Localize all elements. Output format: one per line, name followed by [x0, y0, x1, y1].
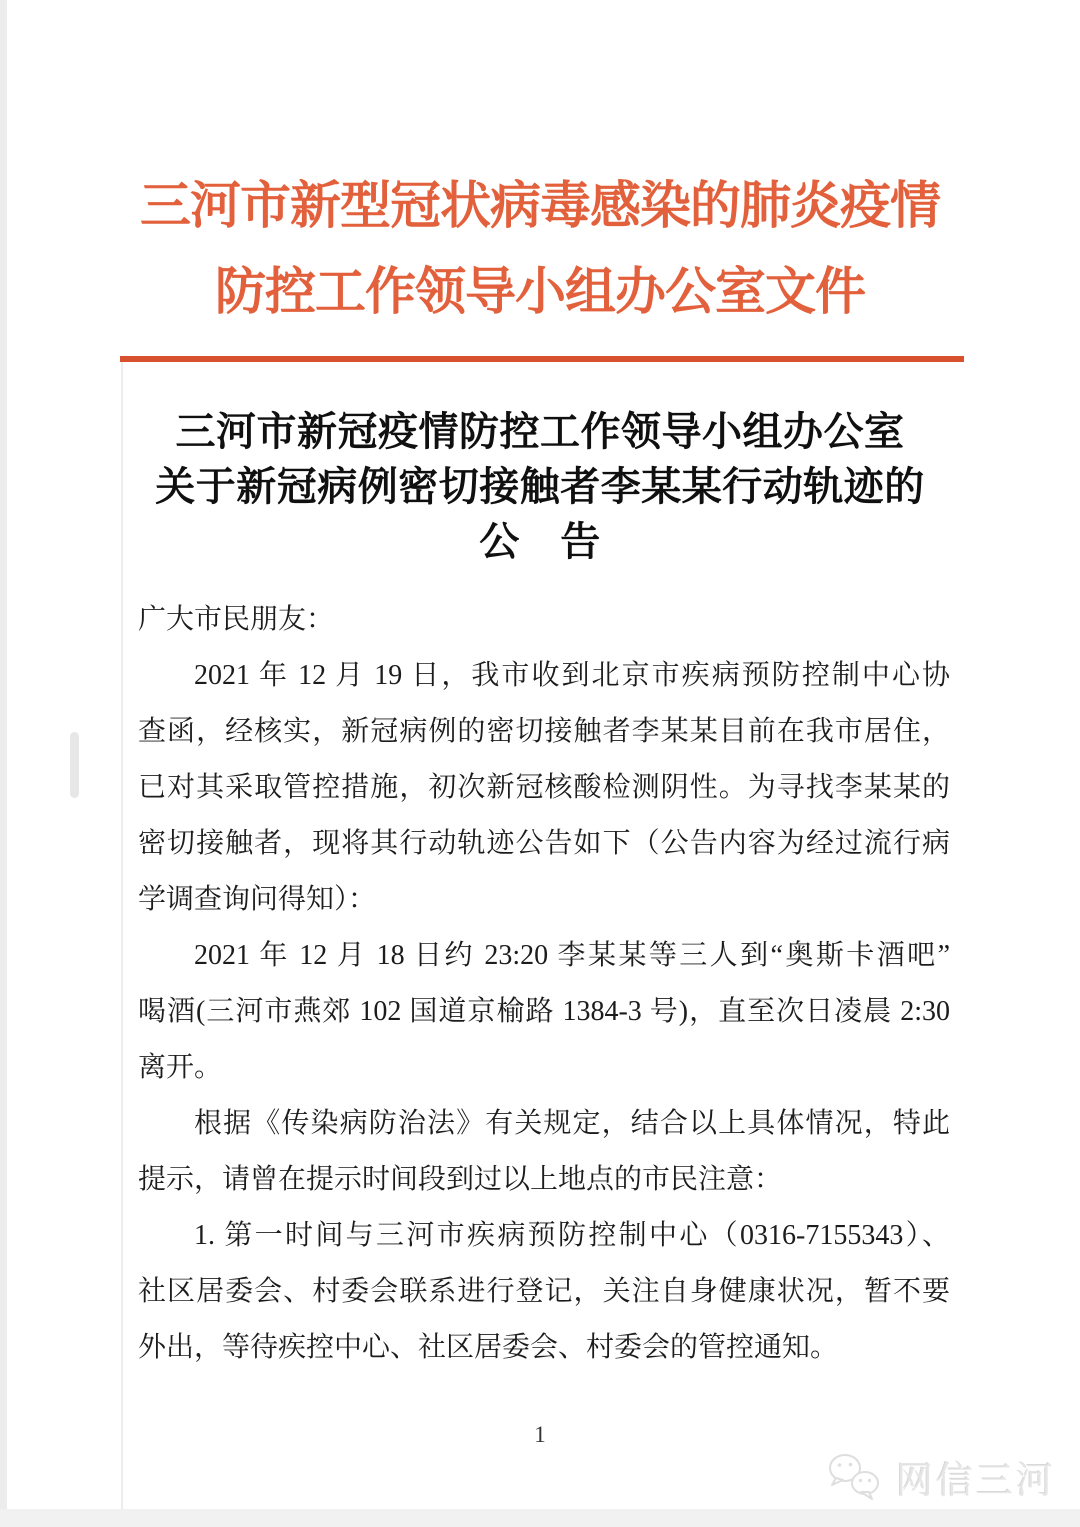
- title-line-1: 三河市新冠疫情防控工作领导小组办公室: [175, 409, 905, 454]
- paragraph-line: 2021 年 12 月 19 日，我市收到北京市疾病预防控制中心协: [194, 660, 950, 691]
- paragraph-line: 提示，请曾在提示时间段到过以上地点的市民注意：: [138, 1164, 783, 1195]
- paragraph-line: 密切接触者，现将其行动轨迹公告如下（公告内容为经过流行病: [138, 828, 950, 859]
- letterhead-line-2: 防控工作领导小组办公室文件: [214, 263, 865, 320]
- letterhead-divider-rule: [120, 356, 964, 362]
- document-title: [0, 404, 1080, 569]
- paragraph-line: 根据《传染病防治法》有关规定，结合以上具体情况，特此: [194, 1108, 950, 1139]
- page-bottom-edge-shadow: [0, 1509, 1080, 1527]
- paragraph-line: 离开。: [138, 1052, 223, 1083]
- letterhead-line-1: 三河市新型冠状病毒感染的肺炎疫情: [139, 177, 940, 234]
- paragraph-line: 外出，等待疾控中心、社区居委会、村委会的管控通知。: [138, 1332, 839, 1363]
- paragraph-line: 喝酒(三河市燕郊 102 国道京榆路 1384-3 号)，直至次日凌晨 2:30: [138, 996, 950, 1027]
- letterhead: [0, 163, 1080, 335]
- watermark: [824, 1450, 1056, 1504]
- paragraph-line: 已对其采取管控措施，初次新冠核酸检测阴性。为寻找李某某的: [138, 772, 950, 803]
- paragraph-line: 学调查询问得知）：: [138, 884, 377, 915]
- wechat-logo-icon: [824, 1451, 888, 1503]
- salutation: 广大市民朋友：: [138, 604, 335, 635]
- page-number: 1: [534, 1422, 546, 1447]
- paragraph-line: 2021 年 12 月 18 日约 23:20 李某某等三人到“奥斯卡酒吧”: [194, 940, 950, 971]
- scan-smudge: [70, 732, 79, 798]
- paragraph-line: 1. 第一时间与三河市疾病预防控制中心（0316-7155343）、: [194, 1220, 950, 1251]
- title-line-2: 关于新冠病例密切接触者李某某行动轨迹的: [155, 464, 925, 509]
- title-line-3: 公 告: [479, 519, 601, 564]
- document-body: [138, 592, 950, 1376]
- paragraph-line: 查函，经核实，新冠病例的密切接触者李某某目前在我市居住，: [138, 716, 950, 747]
- paragraph-line: 社区居委会、村委会联系进行登记，关注自身健康状况，暂不要: [138, 1276, 950, 1307]
- watermark-label: 网信三河: [896, 1460, 1056, 1501]
